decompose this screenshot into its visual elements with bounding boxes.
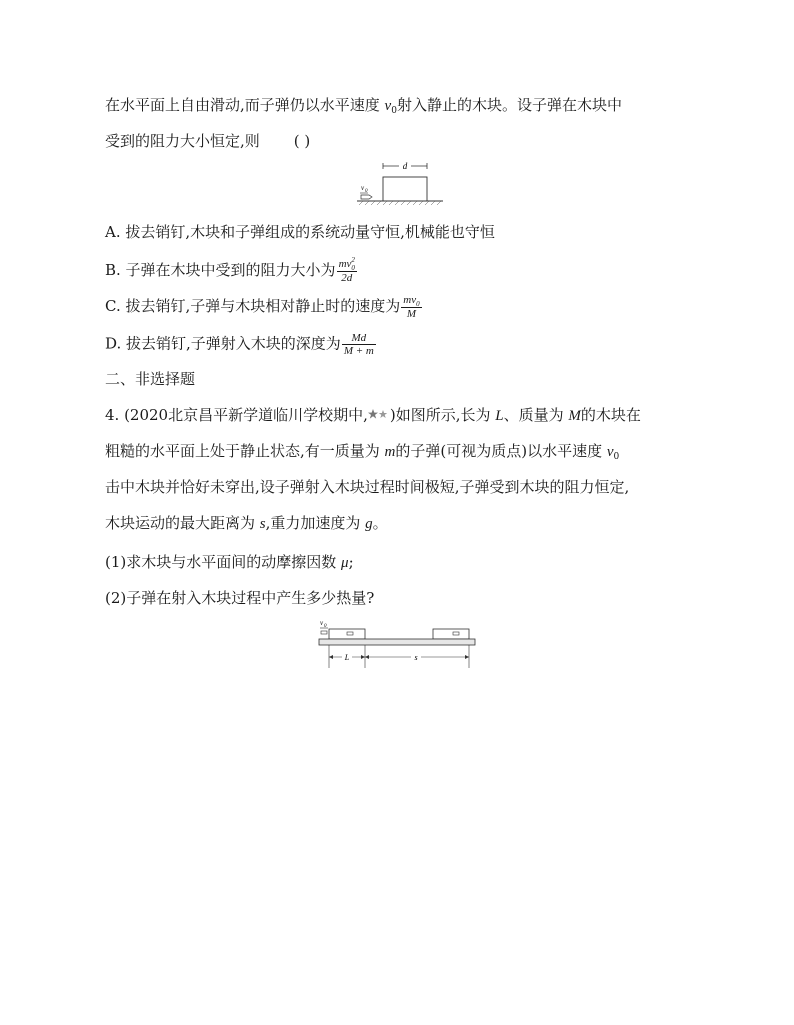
- q4-g: g: [365, 516, 373, 532]
- option-d-denominator: M + m: [343, 345, 374, 357]
- intro-text-1a: 在水平面上自由滑动,而子弹仍以水平速度: [105, 96, 385, 114]
- v0-symbol: v: [384, 98, 392, 114]
- option-d: [105, 332, 376, 357]
- q4-text-1a: 4. (2020北京昌平新学道临川学校期中,: [105, 406, 368, 424]
- q4-line-3: [105, 477, 629, 497]
- q4-line-1: [105, 405, 641, 426]
- option-b-text: B. 子弹在木块中受到的阻力大小为: [105, 261, 336, 279]
- q4-text-1c: 、质量为: [503, 406, 569, 424]
- v0-subscript: 0: [391, 106, 397, 116]
- intro-line-2: [105, 131, 310, 151]
- intro-text-1b: 射入静止的木块。设子弹在木块中: [396, 96, 622, 114]
- q4-text-4a: 木块运动的最大距离为: [105, 514, 260, 532]
- q4-line-2: [105, 441, 619, 467]
- fig2-v0-label: v: [320, 619, 324, 627]
- intro-text-2: 受到的阻力大小恒定,则: [105, 132, 260, 150]
- option-a: [105, 222, 495, 242]
- L-label: L: [344, 653, 350, 662]
- option-b: [105, 258, 357, 284]
- option-b-denominator: 2d: [341, 272, 353, 284]
- figure-bullet-block: [355, 160, 445, 210]
- fig1-v0-sub: 0: [365, 189, 368, 194]
- q4-text-4c: 。: [372, 514, 388, 532]
- q4-text-3: 击中木块并恰好未穿出,设子弹射入木块过程时间极短,子弹受到木块的阻力恒定,: [105, 478, 630, 496]
- q4-text-1d: 的木块在: [580, 406, 641, 424]
- d-label: d: [402, 161, 408, 171]
- q4-sub1-end: ;: [348, 553, 354, 571]
- q4-text-2a: 粗糙的水平面上处于静止状态,有一质量为: [105, 442, 385, 460]
- q4-m: m: [384, 444, 396, 460]
- q4-text-4b: ,重力加速度为: [265, 514, 366, 532]
- q4-v0-sub: 0: [613, 452, 620, 462]
- q4-text-1b: )如图所示,长为: [389, 406, 496, 424]
- q4-sub-2: [105, 588, 374, 608]
- option-c-numerator: $mv_0$: [403, 294, 420, 308]
- difficulty-star-icon: [368, 408, 390, 422]
- option-c-fraction: [401, 294, 421, 320]
- q4-line-4: [105, 513, 388, 534]
- option-c: [105, 294, 422, 320]
- q4-v0: v: [606, 444, 614, 460]
- q4-s: s: [259, 516, 266, 532]
- q4-mu: μ: [341, 555, 349, 571]
- section-title: 二、非选择题: [105, 370, 196, 388]
- q4-sub1-text: (1)求木块与水平面间的动摩擦因数: [105, 553, 342, 571]
- q4-text-2b: 的子弹(可视为质点)以水平速度: [395, 442, 607, 460]
- intro-line-1: [105, 95, 622, 121]
- option-c-denominator: M: [406, 308, 416, 320]
- option-b-fraction: [337, 258, 357, 284]
- option-b-numerator: mv 2 $_0$: [338, 256, 355, 272]
- q4-M: M: [568, 408, 581, 424]
- q4-L: L: [495, 408, 504, 424]
- figure-block-displacement: [317, 618, 479, 670]
- option-d-text: D. 拔去销钉,子弹射入木块的深度为: [105, 334, 341, 353]
- q4-sub-1: [105, 552, 354, 573]
- option-d-numerator: Md: [342, 332, 376, 345]
- fig1-v0-label: v: [361, 184, 365, 192]
- option-d-fraction: [342, 332, 376, 357]
- answer-bracket: ( ): [293, 132, 311, 150]
- option-a-text: A. 拔去销钉,木块和子弹组成的系统动量守恒,机械能也守恒: [105, 223, 495, 241]
- s-label: s: [414, 653, 418, 662]
- q4-sub2-text: (2)子弹在射入木块过程中产生多少热量?: [105, 589, 375, 607]
- fig2-v0-sub: 0: [324, 624, 327, 629]
- option-c-text: C. 拔去销钉,子弹与木块相对静止时的速度为: [105, 297, 401, 315]
